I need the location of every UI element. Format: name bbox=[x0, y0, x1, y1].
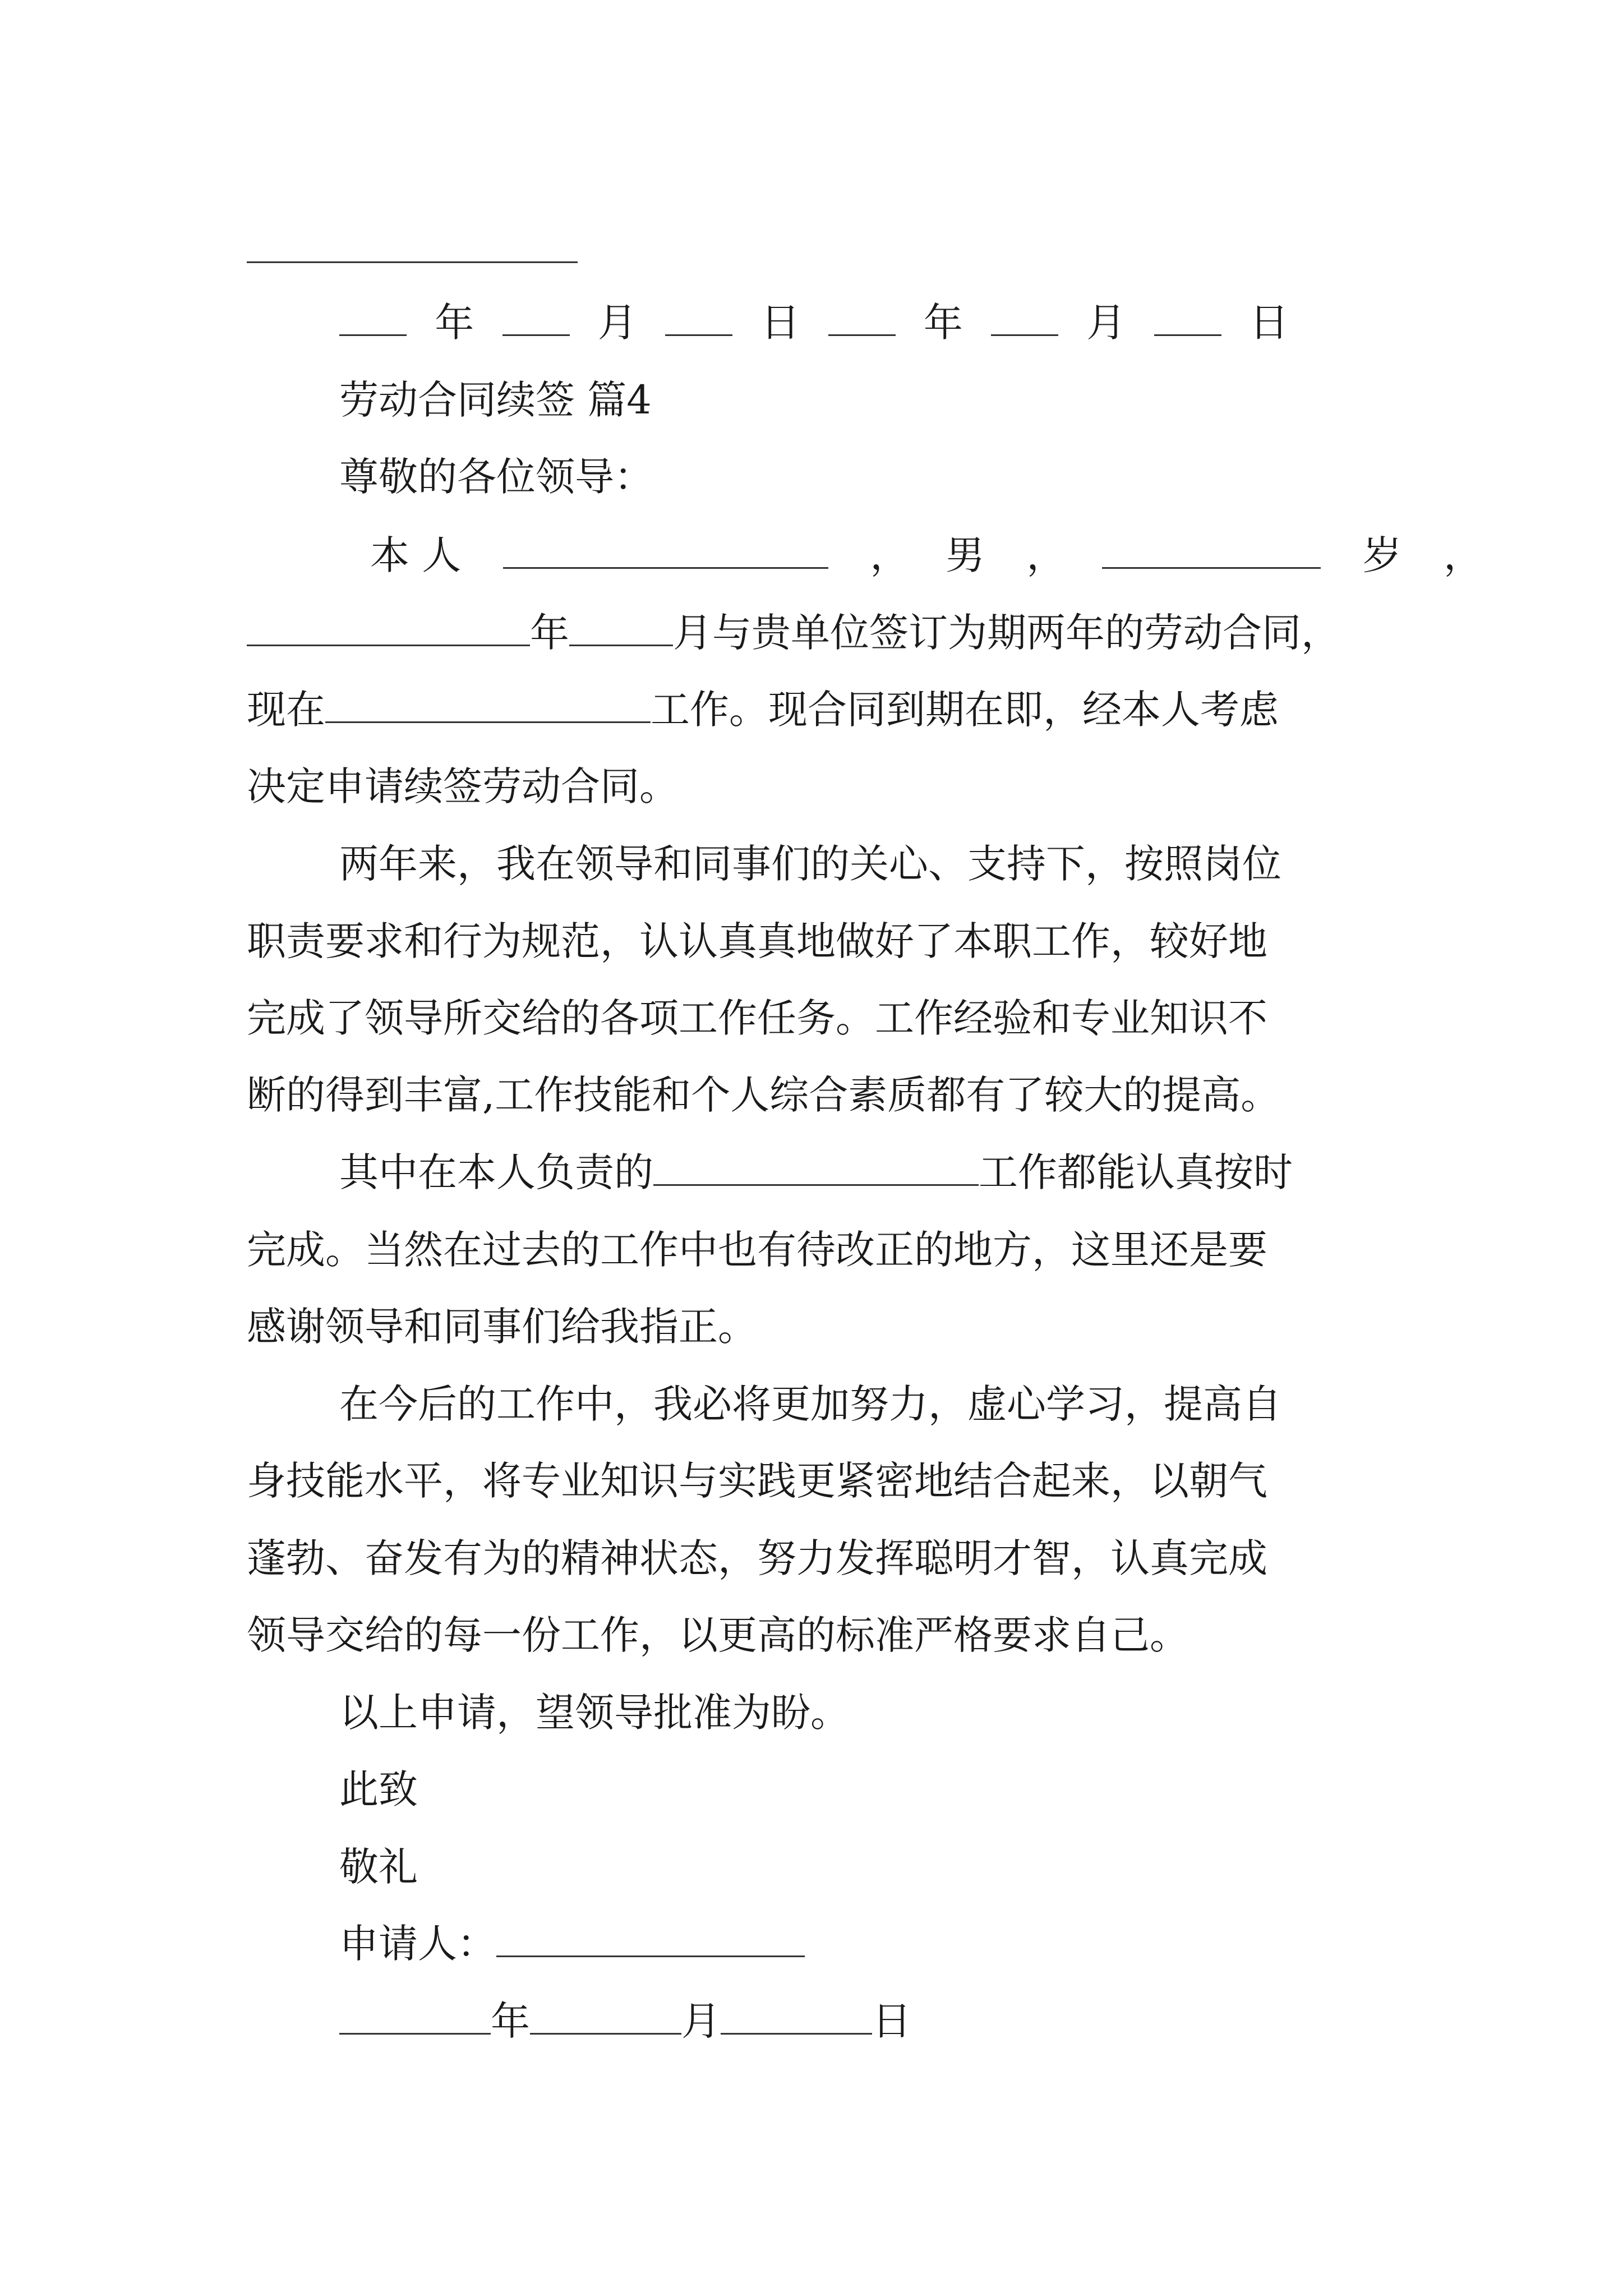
year-label: 年 bbox=[923, 300, 963, 346]
comma: ， bbox=[870, 532, 910, 578]
paragraph-line: 身技能水平，将专业知识与实践更紧密地结合起来，以朝气 bbox=[247, 1458, 1267, 1504]
intro-text: 本 人 bbox=[370, 532, 462, 578]
closing-request: 以上申请，望领导批准为盼。 bbox=[339, 1690, 850, 1736]
day-label: 日 bbox=[760, 300, 800, 346]
month-label: 月 bbox=[597, 300, 637, 346]
intro-text: 月与贵单位签订为期两年的劳动合同， bbox=[673, 610, 1340, 656]
month-blank bbox=[530, 1998, 681, 2035]
applicant-line bbox=[339, 1916, 805, 1972]
comma: ， bbox=[1443, 532, 1483, 578]
blank-field bbox=[1154, 300, 1221, 336]
intro-text: 现在 bbox=[247, 687, 325, 733]
month-blank bbox=[569, 610, 673, 646]
name-blank bbox=[503, 532, 828, 569]
closing-cizhi: 此致 bbox=[339, 1766, 418, 1812]
paragraph-line: 职责要求和行为规范，认认真真地做好了本职工作，较好地 bbox=[247, 918, 1267, 964]
paragraph-line: 两年来，我在领导和同事们的关心、支持下，按照岗位 bbox=[339, 841, 1281, 887]
day-blank bbox=[721, 1998, 872, 2035]
blank-field bbox=[991, 300, 1058, 336]
blank-field bbox=[339, 300, 407, 336]
date-row bbox=[339, 1993, 911, 2049]
applicant-blank bbox=[496, 1921, 805, 1957]
blank-field bbox=[502, 300, 570, 336]
paragraph-line: 在今后的工作中，我必将更加努力，虚心学习，提高自 bbox=[339, 1381, 1281, 1427]
month-label: 月 bbox=[1086, 300, 1126, 346]
paragraph-text: 工作都能认真按时 bbox=[979, 1149, 1293, 1195]
intro-line-1 bbox=[370, 527, 1483, 583]
closing-jingli: 敬礼 bbox=[339, 1844, 418, 1890]
paragraph-line: 蓬勃、奋发有为的精神状态，努力发挥聪明才智，认真完成 bbox=[247, 1535, 1267, 1581]
paragraph-line: 完成。当然在过去的工作中也有待改正的地方，这里还是要 bbox=[247, 1227, 1267, 1273]
blank-field bbox=[665, 300, 732, 336]
year-label: 年 bbox=[530, 610, 569, 656]
comma: ， bbox=[1026, 532, 1066, 578]
day-label: 日 bbox=[872, 1998, 911, 2044]
age-blank bbox=[1102, 532, 1321, 569]
year-label: 年 bbox=[491, 1998, 530, 2044]
blank-field bbox=[828, 300, 896, 336]
intro-text: 工作。现合同到期在即，经本人考虑 bbox=[651, 687, 1279, 733]
year-blank bbox=[339, 1998, 491, 2035]
paragraph-line: 完成了领导所交给的各项工作任务。工作经验和专业知识不 bbox=[247, 995, 1267, 1041]
duty-blank bbox=[653, 1149, 979, 1186]
work-blank bbox=[325, 687, 651, 723]
intro-line-3 bbox=[247, 682, 1279, 738]
date-range-row bbox=[339, 295, 1289, 351]
applicant-label: 申请人： bbox=[339, 1921, 496, 1967]
paragraph-line: 感谢领导和同事们给我指正。 bbox=[247, 1304, 757, 1350]
gender-text: 男 bbox=[945, 532, 985, 578]
paragraph-line bbox=[339, 1144, 1293, 1200]
intro-line-4: 决定申请续签劳动合同。 bbox=[247, 763, 679, 809]
signature-line bbox=[247, 261, 578, 263]
month-label: 月 bbox=[681, 1998, 721, 2044]
day-label: 日 bbox=[1249, 300, 1289, 346]
year-label: 年 bbox=[435, 300, 474, 346]
intro-line-2 bbox=[247, 605, 1340, 661]
year-blank bbox=[247, 610, 530, 646]
paragraph-line: 领导交给的每一份工作，以更高的标准严格要求自己。 bbox=[247, 1612, 1189, 1658]
paragraph-line: 断的得到丰富,工作技能和个人综合素质都有了较大的提高。 bbox=[247, 1072, 1280, 1118]
paragraph-text: 其中在本人负责的 bbox=[339, 1149, 653, 1195]
salutation: 尊敬的各位领导： bbox=[339, 454, 653, 500]
section-title: 劳动合同续签 篇4 bbox=[339, 377, 652, 423]
age-suffix: 岁 bbox=[1362, 532, 1402, 578]
